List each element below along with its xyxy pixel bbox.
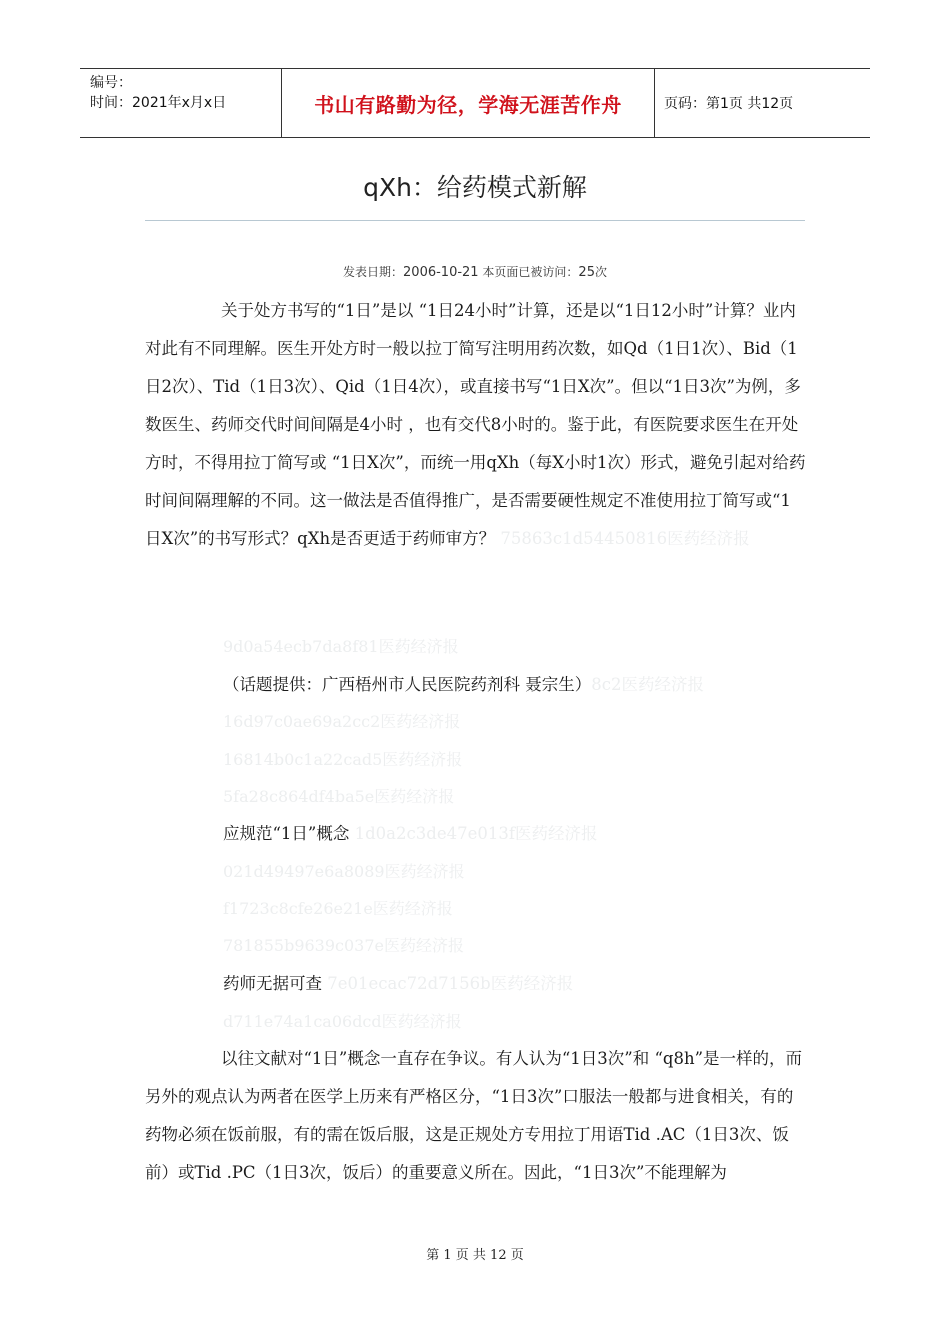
- watermark-text: 7e01ecac72d7156b医药经济报: [327, 974, 574, 993]
- watermark-text: 781855b9639c037e医药经济报: [223, 936, 465, 955]
- intro-text: 关于处方书写的“1日”是以 “1日24小时”计算，还是以“1日12小时”计算？业内对此有不同理解。医生开处方时一般以拉丁简写注明用药次数，如Qd（1日1次）、Bid（1日2次）、Tid（1日3次）、Qid（1日4次），或直接书写“1日X次”。但以“1日3次”为例，多数医生、药师交代时间间隔是4小时 ，也有交代8小时的。鉴于此，有医院要求医生在开处方时，不得用拉丁简写或 “1日X次”，而统一用qXh（每X小时1次）形式，避免引起对给药时间间隔理解的不同。这一做法是否值得推广，是否需要硬性规定不准使用拉丁简写或“1日X次”的书写形式？qXh是否更适于药师审方？: [145, 301, 806, 548]
- watermark-text: 1d0a2c3de47e013f医药经济报: [354, 824, 598, 843]
- article-meta: [0, 263, 950, 280]
- section-heading: 药师无据可查: [223, 974, 322, 993]
- page-header: [80, 68, 870, 138]
- visits-suffix: 次: [594, 265, 607, 279]
- watermark-text: 5fa28c864df4ba5e医药经济报: [223, 787, 455, 806]
- header-page-info: 页码：第1页 共12页: [664, 96, 794, 112]
- watermark-text: 9d0a54ecb7da8f81医药经济报: [223, 637, 459, 656]
- section-heading: 应规范“1日”概念: [223, 824, 350, 843]
- watermark-text: 8c2医药经济报: [591, 675, 704, 694]
- visits-label: 本页面已被访问：: [478, 265, 579, 279]
- topic-credit: （话题提供：广西梧州市人民医院药剂科 聂宗生）: [223, 675, 592, 694]
- watermark-text: 16814b0c1a22cad5医药经济报: [223, 750, 463, 769]
- intro-paragraph: [145, 292, 807, 558]
- watermark-text: 16d97c0ae69a2cc2医药经济报: [223, 712, 461, 731]
- watermark-text: f1723c8cfe26e21e医药经济报: [223, 899, 453, 918]
- publish-date: 2006-10-21: [403, 265, 479, 280]
- section-heading-line: [223, 815, 597, 853]
- body-text: 以往文献对“1日”概念一直存在争议。有人认为“1日3次”和 “q8h”是一样的，而另外的观点认为两者在医学上历来有严格区分，“1日3次”口服法一般都与进食相关，有的药物必须在饭前服，有的需在饭后服，这是正规处方专用拉丁用语Tid .AC（1日3次、饭前）或Tid .PC（1日3次，饭后）的重要意义所在。因此，“1日3次”不能理解为: [145, 1049, 803, 1182]
- topic-credit-line: [223, 666, 704, 704]
- time-label: 时间：2021年x月x日: [90, 95, 227, 111]
- header-info: [90, 73, 280, 113]
- meta-prefix: 发表日期：: [343, 265, 404, 279]
- section-heading-line: [223, 965, 573, 1003]
- visit-count: 25: [578, 265, 595, 280]
- watermark-text: 75863c1d54450816医药经济报: [500, 529, 750, 548]
- number-label: 编号：: [90, 75, 132, 91]
- body-paragraph: [145, 1040, 807, 1192]
- article-title: qXh：给药模式新解: [363, 173, 587, 202]
- header-motto: 书山有路勤为径，学海无涯苦作舟: [281, 69, 655, 137]
- page-footer: 第 1 页 共 12 页: [426, 1248, 524, 1263]
- watermark-text: d711e74a1ca06dcd医药经济报: [223, 1012, 462, 1031]
- watermark-text: 021d49497e6a8089医药经济报: [223, 862, 465, 881]
- title-divider: [145, 220, 805, 221]
